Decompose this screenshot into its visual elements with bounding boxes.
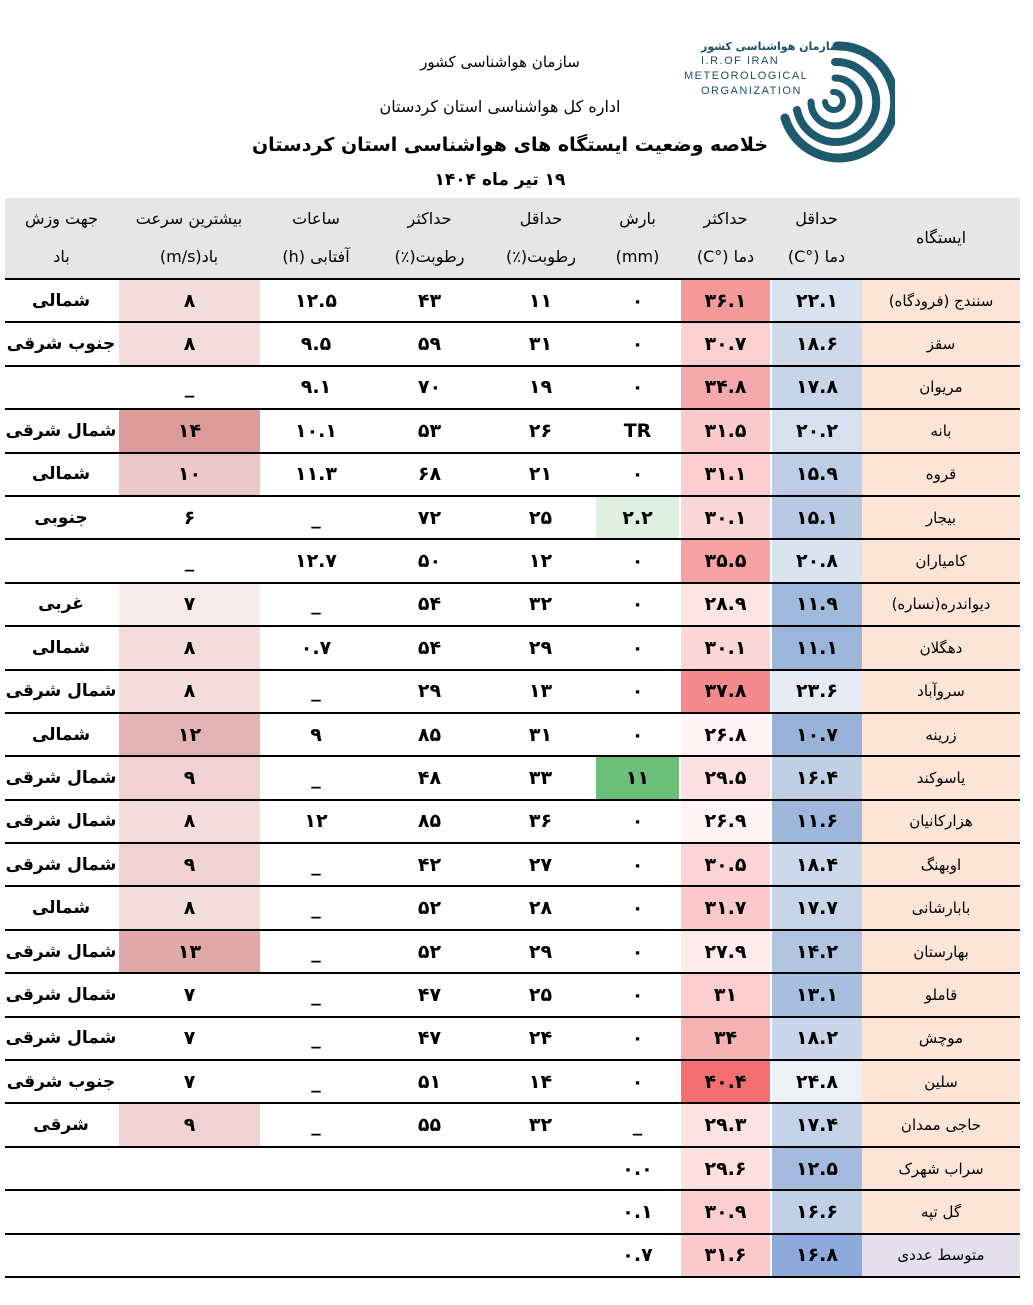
table-row [5,322,1020,365]
min-temp-cell: ۱۶.۴ [771,756,862,799]
max-temp-cell: ۲۶.۹ [680,800,771,843]
max-wind-cell: ۱۰ [118,453,260,496]
max-humidity-cell: ۶۸ [372,453,487,496]
max-temp-cell: ۳۱ [680,973,771,1016]
sunshine-cell: _ [260,1017,372,1060]
table-row [5,930,1020,973]
max-wind-cell: ۸ [118,322,260,365]
min-temp-cell: ۲۳.۶ [771,670,862,713]
station-cell: بیجار [862,496,1020,539]
table-row [5,713,1020,756]
max-humidity-cell: ۷۰ [372,366,487,409]
wind-direction-cell: غربی [5,583,118,626]
min-temp-cell: ۱۶.۶ [771,1190,862,1233]
station-cell: مریوان [862,366,1020,409]
min-humidity-cell: ۳۲ [487,583,595,626]
min-humidity-cell: ۱۴ [487,1060,595,1103]
precipitation-cell: TR [595,409,680,452]
min-humidity-cell [487,1147,595,1190]
report-title: خلاصه وضعیت ایستگاه های هواشناسی استان کردستان [251,134,769,156]
max-humidity-cell: ۴۲ [372,843,487,886]
max-humidity-cell: ۵۲ [372,930,487,973]
precipitation-cell: _ [595,1103,680,1146]
station-cell: کامیاران [862,539,1020,582]
min-temp-cell: ۱۵.۹ [771,453,862,496]
precipitation-cell: ۰ [595,279,680,322]
precipitation-cell: ۰ [595,539,680,582]
col-header-station: ایستگاه [862,198,1020,279]
station-cell: هزارکانیان [862,800,1020,843]
station-cell: سقز [862,322,1020,365]
precipitation-cell: ۰.۱ [595,1190,680,1233]
max-temp-cell: ۲۷.۹ [680,930,771,973]
sunshine-cell: ۹ [260,713,372,756]
table-row [5,279,1020,322]
wind-direction-cell: جنوب شرقی [5,1060,118,1103]
min-temp-cell: ۱۷.۷ [771,886,862,929]
wind-direction-cell: شمال شرقی [5,973,118,1016]
min-temp-cell: ۱۱.۹ [771,583,862,626]
max-humidity-cell [372,1234,487,1277]
min-humidity-cell: ۱۲ [487,539,595,582]
precipitation-cell: ۰ [595,1017,680,1060]
max-wind-cell [118,1234,260,1277]
station-cell: سراب شهرک [862,1147,1020,1190]
max-humidity-cell: ۵۴ [372,583,487,626]
max-wind-cell: ۸ [118,626,260,669]
max-humidity-cell: ۵۰ [372,539,487,582]
max-wind-cell [118,1190,260,1233]
sunshine-cell: _ [260,886,372,929]
sunshine-cell [260,1147,372,1190]
col-header-max-temp: حداکثر دما (°C) [680,198,771,279]
station-cell: متوسط عددی [862,1234,1020,1277]
station-cell: یاسوکند [862,756,1020,799]
precipitation-cell: ۰ [595,843,680,886]
col-header-sunshine: ساعات آفتابی (h) [260,198,372,279]
wind-direction-cell: شمال شرقی [5,756,118,799]
col-header-min-temp: حداقل دما (°C) [771,198,862,279]
table-row [5,539,1020,582]
logo-text-line1: I.R.OF IRAN [701,55,780,67]
station-cell: موچش [862,1017,1020,1060]
max-temp-cell: ۲۹.۳ [680,1103,771,1146]
max-temp-cell: ۳۷.۸ [680,670,771,713]
meteorological-organization-logo [682,40,897,165]
max-humidity-cell: ۵۱ [372,1060,487,1103]
wind-direction-cell [5,1234,118,1277]
min-temp-cell: ۲۰.۸ [771,539,862,582]
organization-name: سازمان هواشناسی کشور [420,53,580,71]
min-temp-cell: ۱۵.۱ [771,496,862,539]
max-wind-cell: ۱۲ [118,713,260,756]
max-wind-cell: ۶ [118,496,260,539]
station-cell: اوبهنگ [862,843,1020,886]
table-row [5,453,1020,496]
sunshine-cell: ۱۲ [260,800,372,843]
precipitation-cell: ۰ [595,583,680,626]
precipitation-cell: ۰ [595,670,680,713]
min-humidity-cell: ۲۵ [487,496,595,539]
precipitation-cell: ۰ [595,1060,680,1103]
sunshine-cell: ۱۱.۳ [260,453,372,496]
max-humidity-cell: ۴۳ [372,279,487,322]
max-temp-cell: ۲۸.۹ [680,583,771,626]
max-wind-cell: _ [118,366,260,409]
min-humidity-cell: ۲۱ [487,453,595,496]
min-humidity-cell [487,1234,595,1277]
min-humidity-cell: ۲۴ [487,1017,595,1060]
min-temp-cell: ۱۱.۶ [771,800,862,843]
wind-direction-cell: شمال شرقی [5,409,118,452]
wind-direction-cell: جنوب شرقی [5,322,118,365]
station-cell: حاجی ممدان [862,1103,1020,1146]
precipitation-cell: ۰ [595,973,680,1016]
sunshine-cell: _ [260,1103,372,1146]
sunshine-cell: _ [260,973,372,1016]
table-row [5,583,1020,626]
station-cell: بانه [862,409,1020,452]
precipitation-cell: ۲.۲ [595,496,680,539]
table-row [5,1147,1020,1190]
max-humidity-cell: ۸۵ [372,800,487,843]
table-row [5,800,1020,843]
max-humidity-cell: ۵۳ [372,409,487,452]
max-temp-cell: ۳۰.۹ [680,1190,771,1233]
sunshine-cell: ۱۲.۷ [260,539,372,582]
precipitation-cell: ۰ [595,626,680,669]
station-cell: سلین [862,1060,1020,1103]
table-row [5,886,1020,929]
min-temp-cell: ۲۲.۱ [771,279,862,322]
sunshine-cell: _ [260,670,372,713]
wind-direction-cell [5,1147,118,1190]
max-wind-cell: ۸ [118,886,260,929]
sunshine-cell: _ [260,930,372,973]
max-wind-cell: ۱۴ [118,409,260,452]
col-header-precipitation: بارش (mm) [595,198,680,279]
station-cell: بابارشانی [862,886,1020,929]
wind-direction-cell [5,1190,118,1233]
sunshine-cell [260,1234,372,1277]
precipitation-cell: ۰ [595,886,680,929]
table-row [5,1017,1020,1060]
min-humidity-cell: ۲۵ [487,973,595,1016]
max-wind-cell: _ [118,539,260,582]
max-humidity-cell: ۴۷ [372,1017,487,1060]
department-name: اداره کل هواشناسی استان کردستان [379,97,621,116]
station-cell: سنندج (فرودگاه) [862,279,1020,322]
sunshine-cell: _ [260,583,372,626]
max-wind-cell: ۷ [118,973,260,1016]
max-temp-cell: ۳۰.۷ [680,322,771,365]
max-temp-cell: ۳۴ [680,1017,771,1060]
col-header-max-humidity: حداکثر رطوبت(٪) [372,198,487,279]
min-temp-cell: ۱۴.۲ [771,930,862,973]
sunshine-cell: ۹.۱ [260,366,372,409]
min-temp-cell: ۱۲.۵ [771,1147,862,1190]
max-humidity-cell: ۵۴ [372,626,487,669]
col-header-max-wind: بیشترین سرعت باد(m/s) [118,198,260,279]
max-wind-cell: ۸ [118,279,260,322]
max-wind-cell: ۸ [118,670,260,713]
wind-direction-cell [5,539,118,582]
wind-direction-cell: شمال شرقی [5,800,118,843]
precipitation-cell: ۱۱ [595,756,680,799]
min-humidity-cell [487,1190,595,1233]
precipitation-cell: ۰ [595,930,680,973]
min-humidity-cell: ۲۶ [487,409,595,452]
logo-spiral-icon [775,40,895,165]
max-wind-cell: ۹ [118,756,260,799]
min-temp-cell: ۱۸.۴ [771,843,862,886]
table-header-row [5,198,1020,279]
max-humidity-cell: ۴۷ [372,973,487,1016]
sunshine-cell [260,1190,372,1233]
min-humidity-cell: ۱۱ [487,279,595,322]
wind-direction-cell: شمالی [5,279,118,322]
max-temp-cell: ۳۵.۵ [680,539,771,582]
logo-text-line2: METEOROLOGICAL [684,70,809,82]
precipitation-cell: ۰.۷ [595,1234,680,1277]
max-temp-cell: ۲۶.۸ [680,713,771,756]
min-humidity-cell: ۳۲ [487,1103,595,1146]
col-header-min-humidity: حداقل رطوبت(٪) [487,198,595,279]
report-header [0,0,1033,200]
table-row [5,756,1020,799]
table-row [5,496,1020,539]
min-temp-cell: ۲۴.۸ [771,1060,862,1103]
max-temp-cell: ۳۶.۱ [680,279,771,322]
min-temp-cell: ۱۱.۱ [771,626,862,669]
max-temp-cell: ۳۱.۶ [680,1234,771,1277]
station-cell: گل تپه [862,1190,1020,1233]
precipitation-cell: ۰ [595,453,680,496]
max-temp-cell: ۳۰.۵ [680,843,771,886]
min-temp-cell: ۲۰.۲ [771,409,862,452]
precipitation-cell: ۰ [595,322,680,365]
table-row [5,1234,1020,1277]
min-temp-cell: ۱۳.۱ [771,973,862,1016]
min-temp-cell: ۱۸.۶ [771,322,862,365]
sunshine-cell: ۱۲.۵ [260,279,372,322]
wind-direction-cell: شمال شرقی [5,843,118,886]
table-row [5,626,1020,669]
max-humidity-cell [372,1190,487,1233]
max-humidity-cell: ۷۲ [372,496,487,539]
max-humidity-cell: ۸۵ [372,713,487,756]
wind-direction-cell: شمال شرقی [5,670,118,713]
max-humidity-cell: ۴۸ [372,756,487,799]
sunshine-cell: ۱۰.۱ [260,409,372,452]
table-row [5,670,1020,713]
max-humidity-cell: ۵۲ [372,886,487,929]
logo-text-line3: ORGANIZATION [701,85,802,97]
max-wind-cell: ۸ [118,800,260,843]
sunshine-cell: _ [260,756,372,799]
min-humidity-cell: ۲۸ [487,886,595,929]
max-humidity-cell: ۵۵ [372,1103,487,1146]
max-wind-cell: ۹ [118,1103,260,1146]
max-wind-cell: ۷ [118,583,260,626]
min-temp-cell: ۱۸.۲ [771,1017,862,1060]
precipitation-cell: ۰ [595,713,680,756]
max-temp-cell: ۳۱.۷ [680,886,771,929]
wind-direction-cell: شمال شرقی [5,930,118,973]
min-humidity-cell: ۲۹ [487,930,595,973]
precipitation-cell: ۰ [595,800,680,843]
logo-persian-text: سازمان هواشناسی کشور [701,40,841,53]
min-humidity-cell: ۱۳ [487,670,595,713]
wind-direction-cell: شمالی [5,886,118,929]
station-cell: قاملو [862,973,1020,1016]
max-humidity-cell [372,1147,487,1190]
min-humidity-cell: ۳۶ [487,800,595,843]
max-temp-cell: ۲۹.۵ [680,756,771,799]
max-humidity-cell: ۵۹ [372,322,487,365]
max-wind-cell: ۹ [118,843,260,886]
max-temp-cell: ۳۴.۸ [680,366,771,409]
max-temp-cell: ۲۹.۶ [680,1147,771,1190]
station-cell: زرینه [862,713,1020,756]
min-temp-cell: ۱۶.۸ [771,1234,862,1277]
max-humidity-cell: ۲۹ [372,670,487,713]
sunshine-cell: _ [260,843,372,886]
station-cell: سروآباد [862,670,1020,713]
min-humidity-cell: ۱۹ [487,366,595,409]
wind-direction-cell: شمالی [5,626,118,669]
max-temp-cell: ۳۱.۵ [680,409,771,452]
max-wind-cell [118,1147,260,1190]
table-row [5,843,1020,886]
max-wind-cell: ۷ [118,1060,260,1103]
min-humidity-cell: ۲۹ [487,626,595,669]
min-humidity-cell: ۳۱ [487,713,595,756]
table-row [5,1190,1020,1233]
station-cell: قروه [862,453,1020,496]
wind-direction-cell: شرقی [5,1103,118,1146]
station-cell: دهگلان [862,626,1020,669]
min-temp-cell: ۱۷.۸ [771,366,862,409]
report-date: ۱۹ تیر ماه ۱۴۰۴ [434,170,566,190]
table-row [5,366,1020,409]
max-temp-cell: ۴۰.۴ [680,1060,771,1103]
sunshine-cell: ۰.۷ [260,626,372,669]
min-humidity-cell: ۲۷ [487,843,595,886]
precipitation-cell: ۰.۰ [595,1147,680,1190]
max-wind-cell: ۷ [118,1017,260,1060]
wind-direction-cell [5,366,118,409]
wind-direction-cell: جنوبی [5,496,118,539]
max-temp-cell: ۳۱.۱ [680,453,771,496]
station-cell: دیواندره(نساره) [862,583,1020,626]
wind-direction-cell: شمالی [5,453,118,496]
sunshine-cell: _ [260,1060,372,1103]
min-temp-cell: ۱۰.۷ [771,713,862,756]
precipitation-cell: ۰ [595,366,680,409]
max-wind-cell: ۱۳ [118,930,260,973]
stations-summary-table [5,198,1020,1278]
wind-direction-cell: شمالی [5,713,118,756]
wind-direction-cell: شمال شرقی [5,1017,118,1060]
col-header-wind-direction: جهت وزش باد [5,198,118,279]
table-row [5,973,1020,1016]
min-humidity-cell: ۳۳ [487,756,595,799]
sunshine-cell: _ [260,496,372,539]
max-temp-cell: ۳۰.۱ [680,496,771,539]
table-row [5,1060,1020,1103]
max-temp-cell: ۳۰.۱ [680,626,771,669]
min-humidity-cell: ۳۱ [487,322,595,365]
table-row [5,409,1020,452]
station-cell: بهارستان [862,930,1020,973]
table-row [5,1103,1020,1146]
sunshine-cell: ۹.۵ [260,322,372,365]
min-temp-cell: ۱۷.۴ [771,1103,862,1146]
